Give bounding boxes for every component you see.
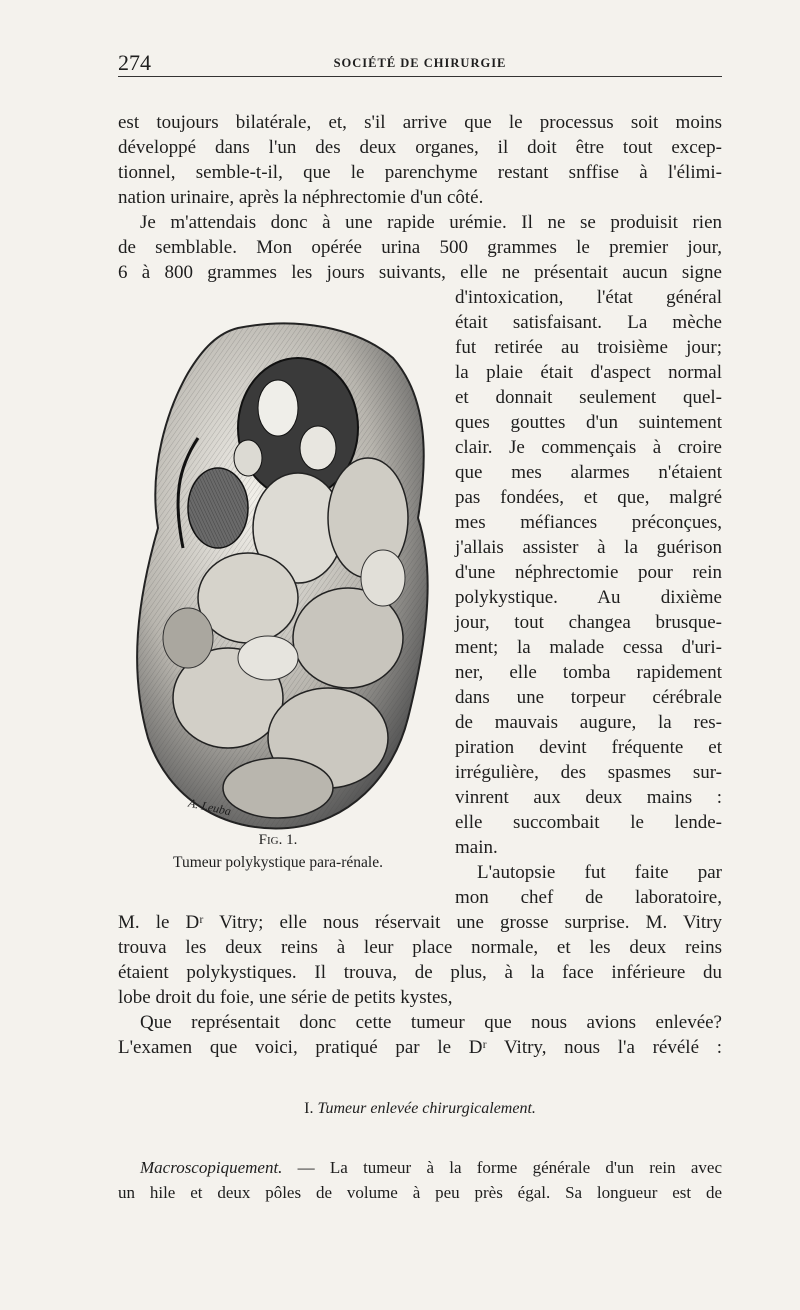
subheading-number: I. xyxy=(304,1100,314,1117)
macro-lead: Macroscopiquement. xyxy=(140,1158,283,1177)
body-line: j'allais assister à la guérison xyxy=(455,537,722,558)
body-line: ner, elle tomba rapidement xyxy=(455,662,722,683)
body-line: M. le Dʳ Vitry; elle nous réservait une grosse surprise. M. Vitry xyxy=(118,912,722,933)
illustrator-signature: A. Leuba xyxy=(187,795,233,819)
body-line: la plaie était d'aspect normal xyxy=(455,362,722,383)
body-line: clair. Je commençais à croire xyxy=(455,437,722,458)
body-line: polykystique. Au dixième xyxy=(455,587,722,608)
body-line: mes méfiances préconçues, xyxy=(455,512,722,533)
body-line: main. xyxy=(455,837,498,858)
body-line: 6 à 800 grammes les jours suivants, elle ne présentait aucun signe xyxy=(118,262,722,283)
body-line: de semblable. Mon opérée urina 500 grammes le premier jour, xyxy=(118,237,722,258)
body-line: pas fondées, et que, malgré xyxy=(455,487,722,508)
body-line: fut retirée au troisième jour; xyxy=(455,337,722,358)
subheading-title: Tumeur enlevée chirurgicalement. xyxy=(317,1100,536,1117)
macro-line1-rest: — La tumeur à la forme générale d'un rein avec xyxy=(282,1158,722,1177)
page-number: 274 xyxy=(118,50,151,75)
body-line: étaient polykystiques. Il trouva, de plus, à la face inférieure du xyxy=(118,962,722,983)
body-line: d'intoxication, l'état général xyxy=(455,287,722,308)
body-line: Que représentait donc cette tumeur que nous avions enlevée? xyxy=(140,1012,722,1033)
body-line: et donnait seulement quel- xyxy=(455,387,722,408)
tumor-illustration xyxy=(128,318,448,838)
body-line: L'examen que voici, pratiqué par le Dʳ Vitry, nous l'a révélé : xyxy=(118,1037,722,1058)
running-title: SOCIÉTÉ DE CHIRURGIE xyxy=(333,56,507,70)
body-line: jour, tout changea brusque- xyxy=(455,612,722,633)
body-line: piration devint fréquente et xyxy=(455,737,722,758)
body-line: trouva les deux reins à leur place normale, et les deux reins xyxy=(118,937,722,958)
figure-polycystic-tumor xyxy=(128,318,448,838)
body-line: elle succombait le lende- xyxy=(455,812,722,833)
body-line: que mes alarmes n'étaient xyxy=(455,462,722,483)
figure-label: Fig. 1. xyxy=(258,832,298,848)
body-line: nation urinaire, après la néphrectomie d'un côté. xyxy=(118,187,484,208)
body-line: dans une torpeur cérébrale xyxy=(455,687,722,708)
body-line: développé dans l'un des deux organes, il doit être tout excep- xyxy=(118,137,722,158)
body-line: tionnel, semble-t-il, que le parenchyme restant snffise à l'élimi- xyxy=(118,162,722,183)
body-line: vinrent aux deux mains : xyxy=(455,787,722,808)
macro-line-1 xyxy=(118,1155,722,1180)
body-line: ment; la malade cessa d'uri- xyxy=(455,637,722,658)
body-line: d'une néphrectomie pour rein xyxy=(455,562,722,583)
body-line: lobe droit du foie, une série de petits kystes, xyxy=(118,987,453,1008)
page-header xyxy=(118,46,722,77)
body-line: L'autopsie fut faite par xyxy=(477,862,722,883)
body-line: est toujours bilatérale, et, s'il arrive que le processus soit moins xyxy=(118,112,722,133)
body-line: irrégulière, des spasmes sur- xyxy=(455,762,722,783)
body-line: de mauvais augure, la res- xyxy=(455,712,722,733)
body-line: ques gouttes d'un suintement xyxy=(455,412,722,433)
section-subheading xyxy=(118,1100,722,1118)
macro-line-2: un hile et deux pôles de volume à peu près égal. Sa longueur est de xyxy=(118,1183,722,1202)
figure-caption: Tumeur polykystique para-rénale. xyxy=(173,854,383,871)
body-line: était satisfaisant. La mèche xyxy=(455,312,722,333)
body-line: Je m'attendais donc à une rapide urémie. Il ne se produisit rien xyxy=(140,212,722,233)
body-line: mon chef de laboratoire, xyxy=(455,887,722,908)
